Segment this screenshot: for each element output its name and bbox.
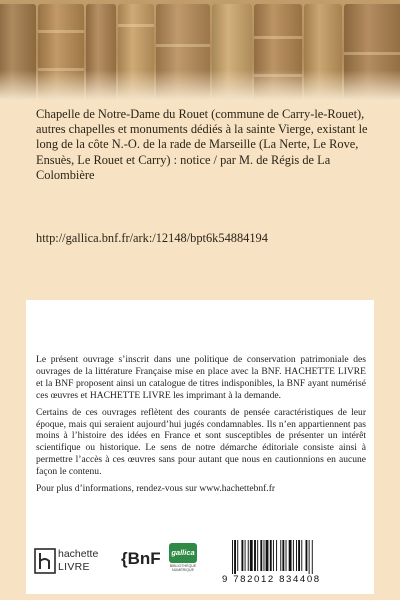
hachette-sub: LIVRE — [58, 561, 90, 573]
publisher-notice — [36, 354, 366, 500]
gallica-sub: BIBLIOTHÈQUE NUMÉRIQUE — [169, 564, 197, 572]
notice-paragraph-3: Pour plus d’informations, rendez-vous sur www.hachettebnf.fr — [36, 483, 276, 495]
notice-panel — [26, 300, 374, 594]
hachette-livre-logo — [34, 546, 104, 582]
bnf-logo: {BnF — [121, 549, 161, 568]
gallica-logo — [169, 543, 197, 575]
hachette-mark-icon — [34, 548, 56, 574]
book-title: Chapelle de Notre-Dame du Rouet (commune de Carry-le-Rouet), autres chapelles et monuments dédiés à la sainte Vierge, existant le long de la côte N.-O. de la rade de Marseille (La Nerte, Le Rove, Ensuès, Le Rouet et Carry) : notice / par M. de Régis de La Colombière — [36, 107, 368, 182]
isbn-barcode — [222, 540, 364, 584]
bookshelf-header-image — [0, 0, 400, 100]
notice-paragraph-2: Certains de ces ouvrages reflètent des courants de pensée caractéristiques de leur époque, mais qui seraient aujourd’hui jugés condamnables. Ils n’en appartiennent pas moins à l’histoire des idées en France et sont susceptibles de présenter un intérêt scientifique ou historique. Le sens de notre démarche éditoriale consiste ainsi à permettre l’accès à ces œuvres sans pour autant que nous en cautionnions en aucune façon le contenu. — [36, 406, 366, 478]
hachette-name: hachette — [58, 548, 99, 560]
barcode-icon — [222, 540, 364, 576]
gallica-url: http://gallica.bnf.fr/ark:/12148/bpt6k54884194 — [36, 231, 268, 245]
notice-paragraph-1: Le présent ouvrage s’inscrit dans une politique de conservation patrimoniale des ouvrages de la littérature Française mise en place avec la BNF. HACHETTE LIVRE et la BNF proposent ainsi un catalogue de titres indisponibles, la BNF ayant numérisé ces œuvres et HACHETTE LIVRE les imprimant à la demande. — [36, 354, 366, 401]
gallica-badge: gallica — [169, 543, 197, 563]
logo-strip — [26, 538, 374, 588]
isbn-number: 9 782012 834408 — [222, 574, 321, 585]
